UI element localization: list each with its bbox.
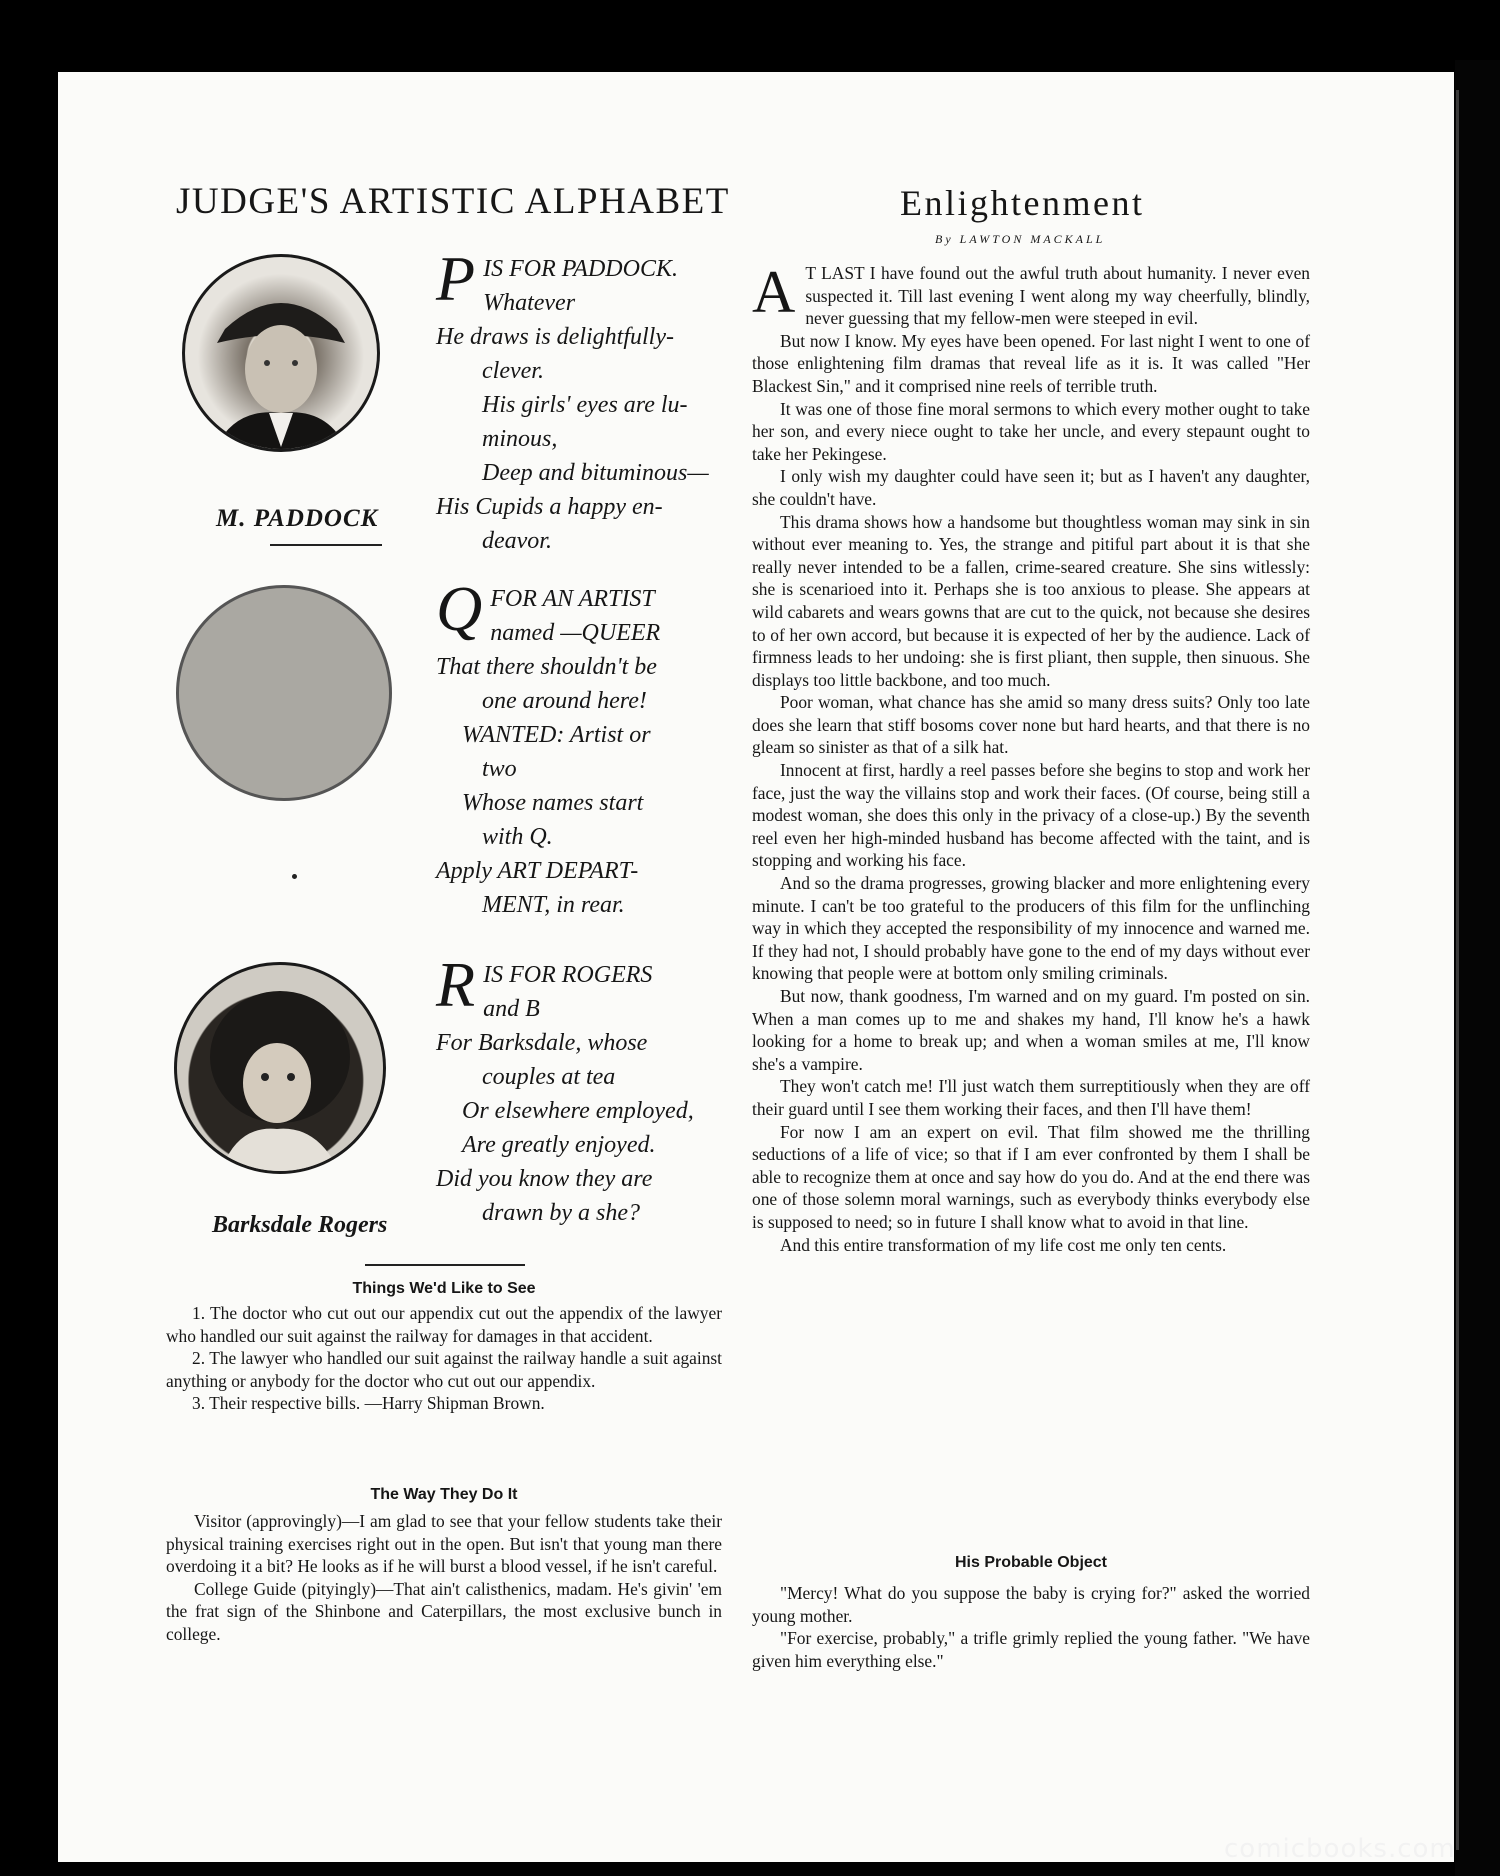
verse-line: Or elsewhere employed, bbox=[462, 1098, 694, 1124]
verse-r bbox=[436, 949, 736, 1230]
verse-line: one around here! bbox=[482, 688, 647, 714]
paragraph: Innocent at first, hardly a reel passes before she begins to stop and work her face, just the way the villains stop and work their faces. (Of course, being still a modest woman, she does this only in the privacy of a close-up.) By the seventh reel even her high-minded husband has become affected with the taint, and is stopping and working his face. bbox=[752, 760, 1310, 871]
paragraph: College Guide (pityingly)—That ain't calisthenics, madam. He's givin' 'em the frat sign of the Shinbone and Caterpillars, the most exclusive bunch in college. bbox=[166, 1578, 722, 1644]
paragraph bbox=[752, 259, 1310, 330]
things-heading: Things We'd Like to See bbox=[352, 1280, 536, 1297]
dropcap-q: Q bbox=[436, 573, 483, 644]
dropcap-r: R bbox=[436, 949, 476, 1020]
verse-line: Whatever bbox=[483, 290, 576, 316]
paddock-portrait bbox=[182, 254, 380, 452]
verse-line: two bbox=[482, 756, 517, 782]
article-body bbox=[752, 259, 1310, 1256]
paragraph: This drama shows how a handsome but thoughtless woman may sink in sin without ever meaning to. Yes, the strange and pitiful part about it is that she really never intended to be a fallen, crime-seared creature. She sins witlessly: she is scenarioed into it. Perhaps she is too anxious to please. She appears at wild cabarets and wears gowns that are cut to the quick, not because she desires to of her own accord, but because it is expected of her by the audience. Lack of firmness leads to her undoing: she is first pliant, then supple, then sinuous. She displays too little backbone, and too much. bbox=[752, 511, 1310, 690]
paragraph: "Mercy! What do you suppose the baby is crying for?" asked the worried young mother. bbox=[752, 1583, 1310, 1626]
paragraph: They won't catch me! I'll just watch them surreptitiously when they are off their guard until I see them working their faces, and then I'll have them! bbox=[752, 1076, 1310, 1119]
print-speck bbox=[292, 874, 297, 879]
verse-p bbox=[436, 243, 736, 558]
rogers-portrait bbox=[174, 962, 386, 1174]
verse-line: He draws is delightfully- bbox=[436, 324, 674, 350]
verse-line: Deep and bituminous— bbox=[482, 460, 709, 486]
list-item: 3. Their respective bills. —Harry Shipman Brown. bbox=[192, 1393, 545, 1414]
paragraph: "For exercise, probably," a trifle grimly replied the young father. "We have given him everything else." bbox=[752, 1628, 1310, 1671]
list-item: 2. The lawyer who handled our suit against the railway handle a suit against anything or anybody for the doctor who cut out our appendix. bbox=[166, 1348, 722, 1391]
paragraph: And this entire transformation of my life cost me only ten cents. bbox=[780, 1234, 1227, 1255]
paragraph: But now I know. My eyes have been opened. For last night I went to one of those enlightening film dramas that reveal life as it is. It was called "Her Blackest Sin," and it comprised nine reels of terrible truth. bbox=[752, 330, 1310, 396]
paragraph: I only wish my daughter could have seen it; but as I haven't any daughter, she couldn't have. bbox=[752, 466, 1310, 509]
watermark: comicbooks.com bbox=[1224, 1834, 1456, 1864]
verse-line: IS FOR ROGERS bbox=[483, 962, 653, 988]
rogers-signature: Barksdale Rogers bbox=[212, 1212, 388, 1238]
verse-line: couples at tea bbox=[482, 1064, 616, 1090]
verse-line: named —QUEER bbox=[490, 620, 661, 646]
object-text bbox=[752, 1582, 1310, 1672]
verse-line: minous, bbox=[482, 426, 558, 452]
byline: By LAWTON MACKALL bbox=[935, 232, 1106, 246]
signature-underline bbox=[270, 544, 382, 546]
way-text bbox=[166, 1510, 722, 1646]
list-item: 1. The doctor who cut out our appendix cut out the appendix of the lawyer who handled our suit against the railway for damages in that accident. bbox=[166, 1303, 722, 1346]
verse-line: with Q. bbox=[482, 824, 553, 850]
verse-line: That there shouldn't be bbox=[436, 654, 657, 680]
verse-line: Whose names start bbox=[462, 790, 644, 816]
object-heading: His Probable Object bbox=[954, 1554, 1108, 1571]
paragraph: And so the drama progresses, growing blacker and more enlightening every minute. I can't be too grateful to the producers of this film for the unflinching way in which they accepted the responsibility of my innocence and warned me. If they had not, I should probably have gone to the end of my days without ever knowing that people were at bottom only smiling criminals. bbox=[752, 873, 1310, 984]
verse-line: IS FOR PADDOCK. bbox=[483, 256, 678, 282]
verse-line: Are greatly enjoyed. bbox=[462, 1132, 656, 1158]
blank-portrait bbox=[176, 585, 392, 801]
first-paragraph-text: T LAST I have found out the awful truth about humanity. I never even suspected it. Till last evening I went along my way cheerfully, blindly, never guessing that my fellow-men were steeped in evil. bbox=[805, 263, 1310, 329]
paddock-signature: M. PADDOCK bbox=[216, 505, 379, 532]
dropcap-a: A bbox=[752, 259, 796, 325]
verse-line: For Barksdale, whose bbox=[436, 1030, 648, 1056]
paragraph: It was one of those fine moral sermons to which every mother ought to take her son, and every niece ought to take her uncle, and every stepaunt ought to take her Pekingese. bbox=[752, 398, 1310, 464]
verse-q bbox=[436, 573, 736, 922]
verse-line: Did you know they are bbox=[436, 1166, 653, 1192]
dropcap-p: P bbox=[436, 243, 476, 314]
verse-line: MENT, in rear. bbox=[482, 892, 625, 918]
book-spine bbox=[1455, 60, 1500, 1876]
verse-line: WANTED: Artist or bbox=[462, 722, 651, 748]
verse-line: His Cupids a happy en- bbox=[436, 494, 663, 520]
verse-line: Apply ART DEPART- bbox=[436, 858, 639, 884]
verse-line: FOR AN ARTIST bbox=[490, 586, 655, 612]
paragraph: For now I am an expert on evil. That film showed me the thrilling seductions of a life of vice; so that if I am ever confronted by them I shall be able to recognize them at once and say how do you do. And at the end there was one of those solemn moral warnings, such as everybody thinks everybody else is supposed to need; so in future I shall know what to avoid in that line. bbox=[752, 1121, 1310, 1232]
way-heading: The Way They Do It bbox=[370, 1486, 518, 1503]
section-divider bbox=[365, 1264, 525, 1266]
article-title: Enlightenment bbox=[900, 183, 1145, 223]
verse-line: drawn by a she? bbox=[482, 1200, 640, 1226]
verse-line: and B bbox=[483, 996, 540, 1022]
spine-edge bbox=[1456, 90, 1459, 1850]
paragraph: Poor woman, what chance has she amid so many dress suits? Only too late does she learn that stiff bosoms cover none but hard hearts, and that there is no gleam so sinister as that of a silk hat. bbox=[752, 692, 1310, 758]
verse-line: deavor. bbox=[482, 528, 552, 554]
alphabet-title: JUDGE'S ARTISTIC ALPHABET bbox=[176, 181, 730, 222]
paragraph: But now, thank goodness, I'm warned and on my guard. I'm posted on sin. When a man comes up to me and shakes my hand, I'll know he's a hawk looking for a home to break up; and when a woman smiles at me, I'll know she's a vampire. bbox=[752, 986, 1310, 1074]
paragraph: Visitor (approvingly)—I am glad to see that your fellow students take their physical training exercises right out in the open. But isn't that young man there overdoing it a bit? He looks as if he will burst a blood vessel, if he isn't careful. bbox=[166, 1511, 722, 1577]
verse-line: clever. bbox=[482, 358, 544, 384]
verse-line: His girls' eyes are lu- bbox=[482, 392, 688, 418]
things-list bbox=[166, 1302, 722, 1415]
